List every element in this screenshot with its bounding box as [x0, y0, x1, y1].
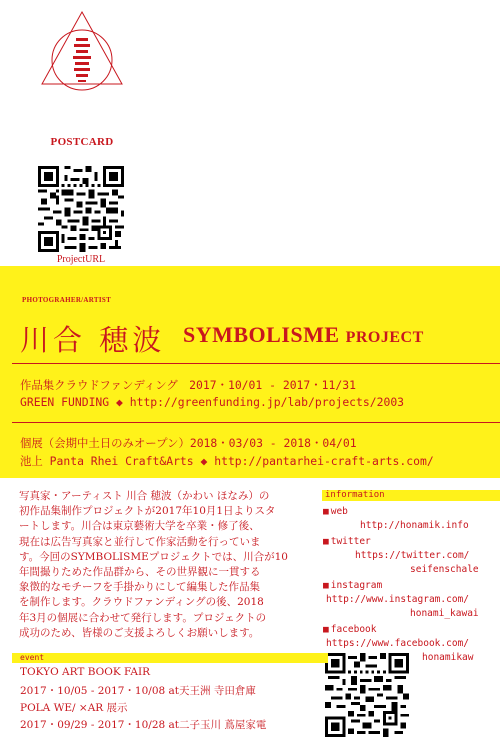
instagram-link[interactable]: http://www.instagram.com/: [326, 594, 469, 605]
project-title: [183, 322, 424, 348]
twitter-label: ■ twitter: [323, 536, 371, 547]
description-text: [19, 489, 319, 641]
facebook-label: ■ facebook: [323, 624, 377, 635]
event-line: POLA WE/ ×AR 展示: [20, 702, 128, 714]
facebook-handle[interactable]: honamikaw: [422, 652, 474, 663]
divider: [12, 422, 500, 423]
project-url-label: ProjectURL: [56, 254, 106, 265]
description-line: 初作品集制作プロジェクトが2017年10月1日よりスタ: [19, 505, 276, 518]
funding-link[interactable]: GREEN FUNDING ◆ http://greenfunding.jp/lab/projects/2003: [20, 395, 405, 409]
project-title-main: SYMBOLISME: [183, 322, 340, 347]
exhibition-period: 個展（会期中土日のみオープン）2018・03/03 - 2018・04/01: [20, 436, 357, 450]
description-line: 年間撮りためた作品群から、その世界観に一貫する: [19, 566, 261, 579]
web-label: ■ web: [323, 506, 348, 517]
divider: [12, 363, 500, 364]
homepage-qr-code[interactable]: [325, 653, 409, 737]
description-line: 現在は広告写真家と並行して作家活動を行っていま: [19, 535, 261, 548]
postcard-label: POSTCARD: [50, 136, 114, 148]
description-line: を制作します。クラウドファンディングの後、2018: [19, 596, 264, 609]
instagram-handle[interactable]: honami_kawai: [410, 608, 479, 619]
event-heading: event: [12, 653, 328, 663]
event-line: TOKYO ART BOOK FAIR: [20, 666, 151, 678]
artist-role-label: PHOTOGRAHER/ARTIST: [22, 296, 112, 304]
project-title-small: PROJECT: [345, 329, 424, 346]
description-line: 年3月の個展に合わせて発行します。プロジェクトの: [19, 611, 267, 624]
event-line: 2017・09/29 - 2017・10/28 at二子玉川 蔦屋家電: [20, 719, 267, 731]
funding-period: 作品集クラウドファンディング 2017・10/01 - 2017・11/31: [20, 378, 356, 392]
twitter-link[interactable]: https://twitter.com/: [355, 550, 470, 561]
twitter-handle[interactable]: seifenschale: [410, 564, 479, 575]
web-link[interactable]: http://honamik.info: [360, 520, 469, 531]
instagram-label: ■ instagram: [323, 580, 382, 591]
information-heading: information: [322, 490, 500, 501]
event-line: 2017・10/05 - 2017・10/08 at天王洲 寺田倉庫: [20, 685, 256, 697]
description-line: す。今回のSYMBOLISMEプロジェクトでは、川合が10: [19, 550, 288, 563]
artist-name: 川合 穂波: [20, 323, 166, 357]
symbolisme-seal-logo-icon: [38, 8, 126, 96]
facebook-link[interactable]: https://www.facebook.com/: [326, 638, 469, 649]
description-line: 写真家・アーティスト 川合 穂波（かわい ほなみ）の: [19, 490, 270, 502]
description-line: ートします。川合は東京藝術大学を卒業・修了後、: [19, 520, 260, 533]
description-line: 象徴的なモチーフを手掛かりにして編集した作品集: [19, 581, 260, 594]
project-url-qr-code[interactable]: [38, 166, 124, 252]
description-line: 成功のため、皆様のご支援よろしくお願いします。: [19, 626, 260, 639]
exhibition-link[interactable]: 池上 Panta Rhei Craft&Arts ◆ http://pantarhei-craft-arts.com/: [20, 454, 434, 468]
